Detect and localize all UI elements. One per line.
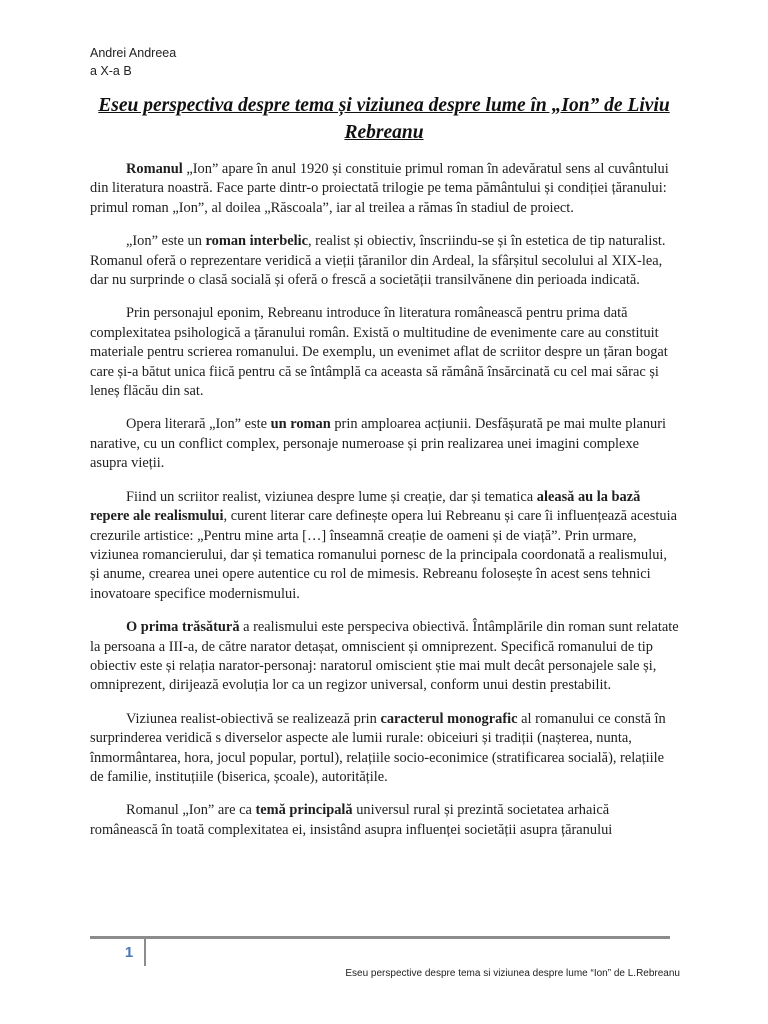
- paragraph-5: [90, 488, 680, 604]
- page-number: 1: [124, 944, 134, 961]
- bold-phrase: Romanul: [126, 161, 183, 177]
- author-block: [90, 44, 176, 80]
- paragraph-text: al romanului ce constă în surprinderea veridică s diverselor aspecte ale lumii rurale: obiceiuri și tradiții (nașterea, nunta, înmormântarea, hora, jocul popular, portul), relațiile socio-econimice (stratificarea socială), relațiile de familie, instituțiile (biserica, școale), autoritățile.: [90, 710, 666, 785]
- document-body: [90, 160, 680, 854]
- paragraph-text: „Ion” este un: [126, 233, 206, 250]
- paragraph-text: Viziunea realist-obiectivă se realizează prin: [126, 710, 381, 727]
- author-name: Andrei Andreea: [90, 46, 177, 60]
- paragraph-7: [90, 710, 680, 788]
- bold-phrase: O prima trăsătură: [126, 619, 240, 636]
- paragraph-text: , curent literar care definește opera lui Rebreanu și care îi influențează acestuia crezurile artistice: „Pentru mine arta […] înseamnă creație de oameni și de viață”. Prin urmare, viziunea romancierului, dar și tematica romanului pornesc de la principala coordonată a realismului, și anume, crearea unei opere autentice cu rol de mimesis. Rebreanu folosește în acest sens tehnici inovatoare specifice modernismului.: [90, 508, 677, 602]
- author-class: a X-a B: [90, 64, 132, 78]
- paragraph-text: „Ion” apare în anul 1920 și constituie primul roman în adevăratul sens al cuvântului din literatura noastră. Face parte dintr-o proiectată trilogie pe tema pământului și condiției țăranului: primul roman „Ion”, al doilea „Răscoala”, iar al treilea a rămas în stadiul de proiect.: [90, 161, 669, 216]
- paragraph-8: [90, 801, 680, 840]
- footer-running-title: Eseu perspective despre tema si viziunea despre lume “Ion” de L.Rebreanu: [345, 968, 680, 979]
- paragraph-2: [90, 232, 680, 290]
- paragraph-1: [90, 160, 680, 218]
- bold-phrase: roman interbelic: [205, 233, 308, 250]
- paragraph-4: [90, 415, 680, 473]
- paragraph-text: Prin personajul eponim, Rebreanu introduce în literatura românească pentru prima dată complexitatea psihologică a țăranului român. Există o multitudine de evenimente care au constituit materiale pentru scrierea romanului. De exemplu, un evenimet aflat de scriitor despre un țăran bogat care și-a bătut unica fiică pentru că se întâmplă ca aceasta să rămână însărcinată cu cel mai sărac și leneș flăcău din sat.: [90, 305, 668, 400]
- paragraph-text: Opera literară „Ion” este: [126, 416, 271, 433]
- paragraph-text: Fiind un scriitor realist, viziunea despre lume și creație, dar și tematica: [126, 488, 537, 505]
- bold-phrase: un roman: [270, 416, 331, 433]
- paragraph-text: prin amploarea acțiunii. Desfășurată pe mai multe planuri narative, cu un conflict complex, personaje numeroase și prin realizarea unei imagini complexe asupra vieții.: [90, 416, 667, 472]
- footer-divider: [90, 936, 670, 939]
- paragraph-6: [90, 618, 680, 696]
- document-title: Eseu perspectiva despre tema și viziunea despre lume în „Ion” de Liviu Rebreanu: [98, 95, 670, 143]
- bold-phrase: caracterul monografic: [380, 710, 518, 727]
- bold-phrase: temă principală: [255, 802, 353, 819]
- paragraph-text: universul rural și prezintă societatea arhaică românească în toată complexitatea ei, insistând asupra influenței societății asupra țăranului: [90, 802, 613, 838]
- paragraph-3: [90, 304, 680, 401]
- paragraph-text: Romanul „Ion” are ca: [126, 802, 256, 819]
- bold-phrase: aleasă au la bază repere ale realismului: [90, 488, 641, 525]
- paragraph-text: , realist și obiectiv, înscriindu-se și în estetica de tip naturalist. Romanul oferă o reprezentare veridică a vieții țăranilor din Ardeal, la sfârșitul secolului al XIX-lea, dar nu surprinde o clasă socială și oferă o frescă a societății transilvănene din perioada indicată.: [90, 233, 666, 289]
- paragraph-text: a realismului este perspeciva obiectivă. Întâmplările din roman sunt relatate la persoana a III-a, de către narator detașat, omniscient și omniprezent. Specifică romanului de tip obiectiv este și relația narator-personaj: naratorul omiscient știe mai mult decât personajele sale și, omniprezent, dirijează evoluția lor ca un regizor universal, conform unui destin prestabilit.: [90, 619, 679, 694]
